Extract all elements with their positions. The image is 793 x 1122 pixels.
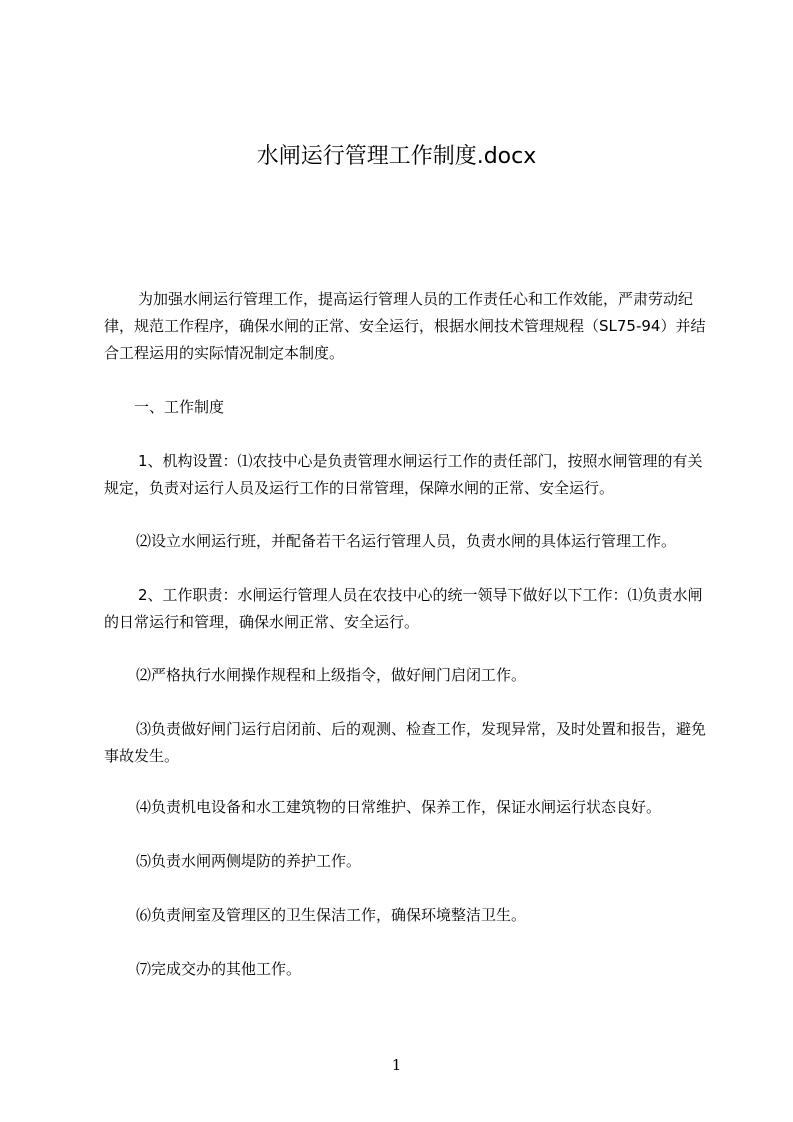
paragraph-operation-team: ⑵设立水闸运行班，并配备若干名运行管理人员，负责水闸的具体运行管理工作。: [136, 532, 677, 550]
section-heading: 一、工作制度: [134, 398, 225, 416]
paragraph-duty-6: ⑹负责闸室及管理区的卫生保洁工作，确保环境整洁卫生。: [136, 906, 527, 924]
paragraph-duty-5: ⑸负责水闸两侧堤防的养护工作。: [136, 852, 362, 870]
page-number: 1: [391, 1056, 402, 1074]
document-title: 水闸运行管理工作制度.docx: [256, 144, 537, 169]
paragraph-duty-3: ⑶负责做好闸门运行启闭前、后的观测、检查工作，发现异常，及时处置和报告，避免事故发生。: [104, 720, 707, 765]
paragraph-org-setup: 1、机构设置：⑴农技中心是负责管理水闸运行工作的责任部门，按照水闸管理的有关规定，负责对运行人员及运行工作的日常管理，保障水闸的正常、安全运行。: [104, 452, 703, 497]
paragraph-duty-4: ⑷负责机电设备和水工建筑物的日常维护、保养工作，保证水闸运行状态良好。: [136, 798, 662, 816]
intro-paragraph: 为加强水闸运行管理工作，提高运行管理人员的工作责任心和工作效能，严肃劳动纪律，规范工作程序，确保水闸的正常、安全运行，根据水闸技术管理规程（SL75-94）并结合工程运用的实际情况制定本制度。: [104, 290, 706, 362]
paragraph-duty-7: ⑺完成交办的其他工作。: [136, 960, 302, 978]
paragraph-duty-2: ⑵严格执行水闸操作规程和上级指令，做好闸门启闭工作。: [136, 666, 527, 684]
paragraph-duties: 2、工作职责：水闸运行管理人员在农技中心的统一领导下做好以下工作：⑴负责水闸的日常运行和管理，确保水闸正常、安全运行。: [104, 586, 703, 631]
